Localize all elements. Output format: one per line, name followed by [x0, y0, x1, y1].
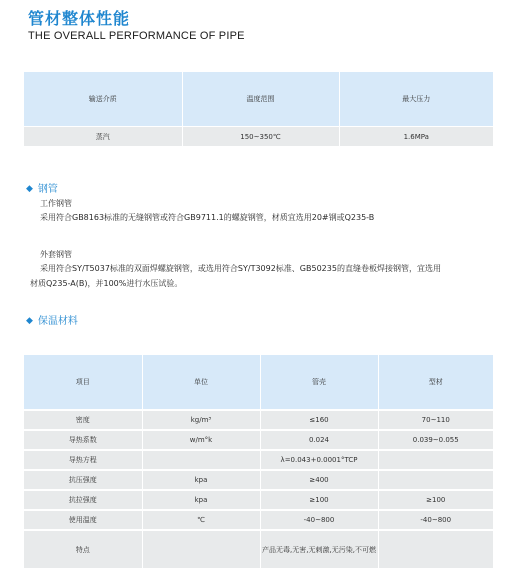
table-row — [24, 430, 493, 450]
table-cell: 密度 — [24, 410, 142, 430]
table-cell: -40~800 — [378, 510, 493, 530]
table-row — [24, 410, 493, 430]
table-cell: kpa — [142, 490, 260, 510]
section-title-steel — [26, 180, 58, 195]
table-cell: λ=0.043+0.0001°TCP — [260, 450, 378, 470]
table-row — [24, 490, 493, 510]
table-cell: ≥100 — [378, 490, 493, 510]
table-cell — [378, 470, 493, 490]
header-cell: 单位 — [142, 355, 260, 410]
table-cell: ≥400 — [260, 470, 378, 490]
table-row — [24, 127, 493, 147]
section-title-text: 保温材料 — [37, 316, 78, 327]
table-cell: ≥100 — [260, 490, 378, 510]
table-cell — [142, 530, 260, 568]
work-pipe-title: 工作钢管 — [40, 199, 72, 208]
table-header-row — [24, 355, 493, 410]
header-cell: 输送介质 — [24, 72, 182, 127]
table-cell: 导热系数 — [24, 430, 142, 450]
work-pipe-text: 采用符合GB8163标准的无缝钢管或符合GB9711.1的螺旋钢管，材质宜选用20#钢或Q235-B — [40, 213, 375, 222]
table-row — [24, 510, 493, 530]
outer-pipe-text-line1: 采用符合SY/T5037标准的双面焊螺旋钢管，或选用符合SY/T3092标准、GB50235的直缝卷板焊接钢管，宜选用 — [40, 264, 441, 273]
outer-pipe-text-line2: 材质Q235-A(B)，并100%进行水压试验。 — [30, 279, 183, 288]
table-cell — [378, 450, 493, 470]
table-row — [24, 530, 493, 568]
header-cell: 管壳 — [260, 355, 378, 410]
table-cell: ≤160 — [260, 410, 378, 430]
table-cell: 1.6MPa — [339, 127, 493, 147]
table-cell: 蒸汽 — [24, 127, 182, 147]
table-cell: 70~110 — [378, 410, 493, 430]
table-row — [24, 450, 493, 470]
table-cell — [142, 450, 260, 470]
header-cell: 最大压力 — [339, 72, 493, 127]
header-cell: 型材 — [378, 355, 493, 410]
table-cell: ℃ — [142, 510, 260, 530]
section-title-text: 钢管 — [37, 184, 58, 195]
header-cell: 温度范围 — [182, 72, 339, 127]
table-cell: 抗拉强度 — [24, 490, 142, 510]
table-cell: w/m°k — [142, 430, 260, 450]
page-subtitle: THE OVERALL PERFORMANCE OF PIPE — [28, 30, 245, 42]
section-title-insulation — [26, 312, 78, 327]
material-table — [24, 355, 493, 568]
table-cell: 使用温度 — [24, 510, 142, 530]
table-row — [24, 470, 493, 490]
table-cell: 导热方程 — [24, 450, 142, 470]
page-title: 管材整体性能 — [28, 9, 131, 28]
table-cell: 抗压强度 — [24, 470, 142, 490]
table-cell — [378, 530, 493, 568]
table-header-row — [24, 72, 493, 127]
table-cell: kg/m³ — [142, 410, 260, 430]
table-cell: 0.024 — [260, 430, 378, 450]
header-cell: 项目 — [24, 355, 142, 410]
table-cell: -40~800 — [260, 510, 378, 530]
medium-table — [24, 72, 493, 146]
table-cell: 150~350℃ — [182, 127, 339, 147]
outer-pipe-title: 外套钢管 — [40, 250, 72, 259]
table-cell: 产品无毒,无害,无刺激,无污染,不可燃 — [260, 530, 378, 568]
table-cell: kpa — [142, 470, 260, 490]
diamond-bullet-icon: ◆ — [26, 316, 33, 326]
diamond-bullet-icon: ◆ — [26, 184, 33, 194]
table-cell: 0.039~0.055 — [378, 430, 493, 450]
table-cell: 特点 — [24, 530, 142, 568]
